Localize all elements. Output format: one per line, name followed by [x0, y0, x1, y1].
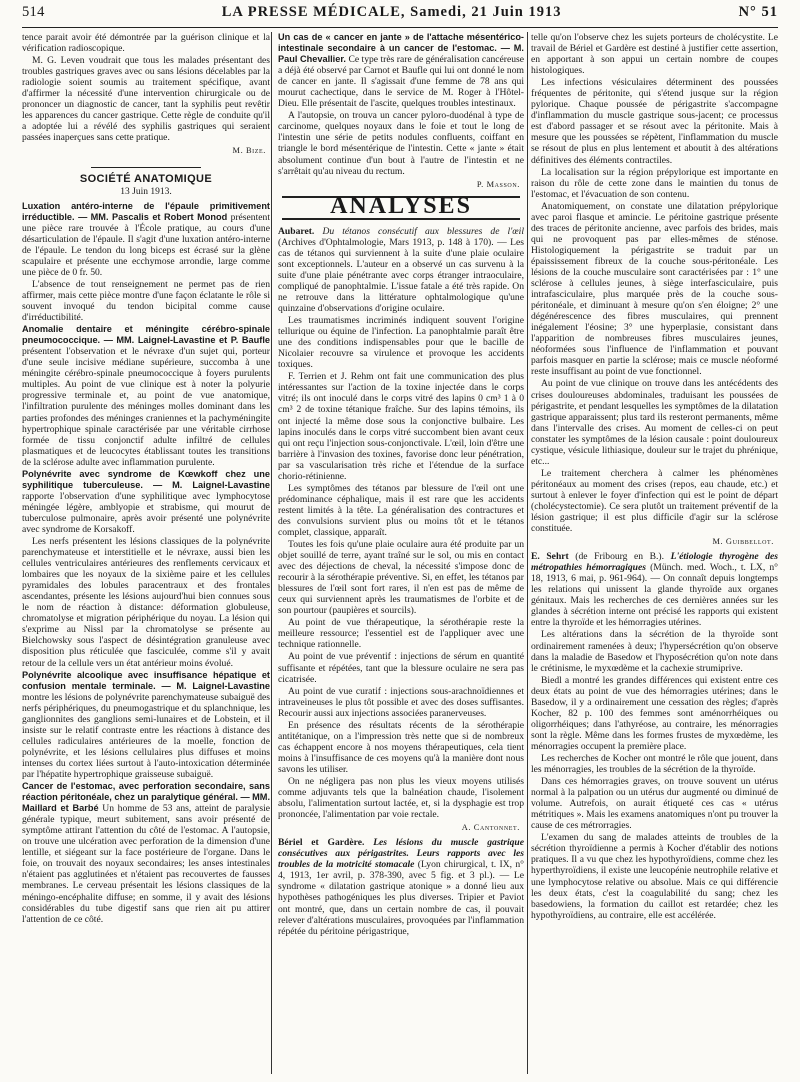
article: [22, 670, 270, 780]
article-authors: MM. Maillard et Barbé: [22, 792, 270, 814]
article-title: L'étiologie thyrogène des métropathies hémorragiques: [531, 551, 778, 574]
article-affiliation: (de Fribourg en B.).: [575, 551, 665, 563]
paragraph: Les altérations dans la sécrétion de la thyroïde sont ordinairement ramenées à deux; l'hypersécrétion qu'on observe dans la maladie de Basedow et l'hyposécrétion qu'on note dans le crétinisme, le myxœdème et la cachexie strumiprive.: [531, 629, 778, 674]
article-reference: (Münch. med. Woch., t. LX, n° 18, 1913, 6 mai, p. 961-964). —: [531, 562, 778, 585]
paragraph: Les nerfs présentent les lésions classiques de la polynévrite parenchymateuse et interstitielle et le névraxe, aussi bien les cellules ventriculaires antérieures des renflements cervicaux et lombaires que les noyaux de la sixième paire et les cellules pyramidales des lobules paracentraux et des frontales ascendantes, présente les lésions aujourd'hui bien connues sous le nom de réaction à distance: déformation globuleuse, chromatolyse et migration périphérique du noyau. La lésion qui s'exprime au Nissl par la chromatolyse se présente au Bielchowsky sous l'aspect de désintégration granuleuse avec disposition plus réticulée que fasciculée, comme s'il y avait retour de la cellule vers un état antérieur moins évolué.: [22, 536, 270, 669]
paragraph: Le traitement cherchera à calmer les phénomènes péritonéaux au moment des crises (repos, eau chaude, etc.) et surtout à enlever le foyer d'infection qui est le point de départ (cholécystectomie). Ce sera plutôt un traitement préventif de la lésion gastrique; il est plus difficile d'agir sur la sclérose constituée.: [531, 467, 778, 535]
section-heading: SOCIÉTÉ ANATOMIQUE: [79, 172, 213, 185]
article-title: Anomalie dentaire et méningite cérébro-spinale pneumococcique. —: [22, 324, 270, 346]
paragraph: M. G. Leven voudrait que tous les malades présentant des troubles gastriques graves avec ou sans lésions décelables par la radiologie soient soumis au traitement spécifique, avant d'affirmer la nécessité d'une intervention chirurgicale ou de prononcer un diagnostic de cancer, tant la syphilis peut revêtir les apparences du cancer gastrique. Cette règle de conduite qu'il a adoptée lui a révélé des syphilis gastriques qui seraient passées inaperçues sans cette pratique.: [22, 55, 270, 144]
article-authors: E. Sehrt: [531, 551, 569, 563]
article-title: Du tétanos consécutif aux blessures de l'œil: [322, 225, 524, 237]
article: [22, 324, 270, 468]
paragraph: A l'autopsie, on trouva un cancer pyloro-duodénal à type de carcinome, quelques noyaux dans le foie et tout le long de l'intestin une série de petits nodules confluents, coiffant en triangle le bord mésentérique de l'intestin. Cette « jante » était absolument continue d'un bout à l'autre de l'intestin et ne s'arrêtait qu'au niveau du rectum.: [278, 110, 524, 177]
paragraph: En présence des résultats récents de la sérothérapie antitétanique, on a l'impression très nette que si de nombreux cas échappent encore à nos moyens thérapeutiques, cela tient moins à l'insuffisance de ces moyens qu'à la manière dont nous savons les utiliser.: [278, 719, 524, 775]
paragraph: telle qu'on l'observe chez les sujets porteurs de cholécystite. Le travail de Bériel et Gardère est destiné à justifier cette assertion, en apportant à son appui un certain nombre de coupes histologiques.: [531, 32, 778, 77]
paragraph: L'absence de tout renseignement ne permet pas de rien affirmer, mais cette pièce montre d'une façon éclatante le rôle si souvent invoqué du tendon bicipital comme cause d'irréductibilité.: [22, 278, 270, 324]
section-divider: [91, 167, 201, 168]
paragraph: Les recherches de Kocher ont montré le rôle que jouent, dans les ménorragies, les troubles de la sécrétion de la thyroïde.: [531, 753, 778, 776]
article-text: Un homme de 53 ans, atteint de paralysie générale typique, meurt subitement, sans avoir présenté de symptôme attirant l'attention du côté de l'estomac. A l'autopsie, on trouve une ulcération avec perforation de la dimension d'une lentille, et siégeant sur la face postérieure de l'organe. Dans le foie, on trouvait des noyaux secondaires; les anses intestinales n'étaient pas agglutinées et n'étaient pas recouvertes de fausses membranes. Le cerveau présentait les lésions classiques de la méningo-encéphalite diffuse; en somme, il y avait des lésions considérables du tube digestif sans que rien ait pu attirer l'attention de ce côté.: [22, 803, 270, 925]
signature: M. Bize.: [232, 146, 266, 156]
article-title: Un cas de « cancer en jante » de l'attache mésentérico-intestinale secondaire à un cancer de l'estomac. —: [278, 32, 524, 54]
article-title: Polynévrite alcoolique avec insuffisance hépatique et confusion mentale terminale. —: [22, 669, 270, 691]
article-text: montre les lésions de polynévrite parenchymateuse subaiguë des nerfs périphériques, du pneumogastrique et du splanchnique, les ganglionnites des ganglions semi-lunaires et de Lobstein, et il insiste sur le relatif contraste entre les réactions à distance des cellules radiculaires antérieures de la moelle, fonction de polynévrite, et les lésions cellulaires plus diffuses et moins intenses du cortex liées surtout à l'auto-intoxication déterminée par l'hépatite hypertrophique graisseuse subaiguë.: [22, 691, 270, 780]
paragraph: tence parait avoir été démontrée par la guérison clinique et la vérification radioscopique.: [22, 32, 270, 55]
article-text: Le syndrome « dilatation gastrique atonique » a donné lieu aux hypothèses pathogéniques les plus diverses. Tripier et Paviot ont montré, que, dans un certain nombre de cas, il pouvait relever d'altérations musculaires, provoquées par l'inflammation répétée du péritoine périgastrique,: [278, 870, 524, 937]
analyses-heading: [282, 192, 520, 220]
paragraph: On ne négligera pas non plus les vieux moyens utilisés comme adjuvants tels que la balnéation chaude, l'isolement absolu, l'alimentation surtout lactée, et, si la dysphagie est trop prononcée, l'alimentation par voie rectale.: [278, 776, 524, 821]
article: [22, 469, 270, 535]
page-number: 514: [22, 4, 45, 20]
article: [278, 226, 524, 314]
paragraph: Les infections vésiculaires déterminent des poussées fréquentes de péritonite, qui s'étend jusque sur la région pylorique. Chaque poussée de périgastrite s'accompagne d'inflammation du muscle gastrique sous-jacent; ce processus est d'abord passager et se résout avec la péritonite. Mais à mesure que les poussées se répètent, l'inflammation du muscle se résout de plus en plus lentement et aboutit à des altérations définitives des éléments contractiles.: [531, 77, 778, 166]
signature: A. Cantonnet.: [461, 823, 520, 833]
paragraph: Les traumatismes incriminés indiquent souvent l'origine tellurique ou équine de l'infection. La panophtalmie paraît être une des conditions indispensables pour que le bacille de Nicolaier recouvre sa virulence et provoque les accidents toxiques.: [278, 315, 524, 371]
article-text: Les cas de tétanos qui surviennent à la suite d'une plaie oculaire sont exceptionnels. L'auteur en a observé un cas survenu à la suite d'une plaie pénétrante avec corps étranger intraoculaire, compliqué de panophtalmie. L'issue fatale a été très rapide. On ne retrouve dans la littérature ophtalmologique qu'une quinzaine d'observations d'origine oculaire.: [278, 236, 525, 315]
signature: P. Masson.: [476, 179, 520, 189]
article-authors: M. Laignel-Lavastine: [176, 680, 270, 691]
article-reference: (Archives d'Ophtalmologie, Mars 1913, p. 148 à 170). —: [278, 236, 507, 248]
paragraph: Dans ces hémorragies graves, on trouve souvent un utérus normal à la palpation ou un utérus dur augmenté ou diminué de volume. Autrefois, on aurait étiqueté ces cas « utérus métritiques ». Mais les examens anatomiques n'ont pu trouver la cause de ces métrorragies.: [531, 776, 778, 832]
column-3: [531, 32, 778, 922]
article-authors: MM. Laignel-Lavastine et P. Baufle: [116, 335, 270, 346]
issue-number: N° 51: [738, 4, 778, 20]
article-title: Les lésions du muscle gastrique consécutives aux périgastrites. Leurs rapports avec les troubles de la motricité stomacale: [278, 837, 525, 871]
paragraph: Au point de vue curatif : injections sous-arachnoïdiennes et intraveineuses le plus tôt possible et avec des doses suffisantes. Recourir aussi aux injections associées paranerveuses.: [278, 685, 524, 719]
article-title: Luxation antéro-interne de l'épaule primitivement irréductible. —: [22, 200, 270, 222]
column-1: [22, 32, 270, 926]
article-title: Cancer de l'estomac, avec perforation secondaire, sans réaction péritonéale, chez un paralytique général. —: [22, 781, 270, 803]
paragraph: F. Terrien et J. Rehm ont fait une communication des plus intéressantes sur l'action de la toxine injectée dans le corps vitré; ils ont inoculé dans le corps vitré des lapins 0 cm³ 1 à 0 cm³ 2 de toxine tétanique fraîche. Sur des lapins témoins, ils ont injecté la même dose sous la conjonctive bulbaire. Les lapins inoculés dans le corps vitré succombent bien avant ceux qui ont reçu l'injection sous-conjonctivale. L'œil, loin d'être une barrière à l'invasion des toxines, favorise donc leur pénétration, par sa vascularisation très riche et l'étendue de la surface chorio-rétinienne.: [278, 371, 524, 482]
column-2: [278, 32, 524, 938]
paragraph: Au point de vue préventif : injections de sérum en quantité suffisante et répétées, tant que la blessure oculaire ne sera pas cicatrisée.: [278, 651, 524, 685]
article: [22, 781, 270, 925]
column-divider-1: [271, 32, 272, 1074]
article-text: présentent l'observation et le névraxe d'un sujet qui, porteur d'une seule incisive médiane supérieure, succomba à une méningite cérébro-spinale pneumococcique à foyers purulents multiples. Au point de vue clinique est à noter la polyurie progressive terminale et, au point de vue anatomique, l'infiltration purulente des méninges molles dominant dans les parties profondes des méninges craniennes et la pachyméningite hypertrophique spinale caractérisée par une véritable cirrhose formée de tissu conjonctif adulte infiltré de cellules plasmatiques et de leucocytes établissant toutes les transitions de la sclérose adulte avec inflammation purulente.: [22, 346, 270, 468]
paragraph: Toutes les fois qu'une plaie oculaire aura été produite par un objet souillé de terre, ayant traîné sur le sol, ou mis en contact avec des déjections de cheval, la nécessité s'impose donc de recourir à la sérothérapie préventive. Si, en effet, les tétanos par blessures de l'œil sont fort rares, il n'en est pas de même de ceux qui surviennent après les traumatismes de l'orbite et de son pourtour (paupières et sourcils).: [278, 539, 524, 617]
article: [531, 551, 778, 628]
article-authors: Bériel et Gardère.: [278, 837, 365, 849]
paragraph: L'examen du sang de malades atteints de troubles de la sécrétion thyroïdienne a permis à Kocher d'établir des notions pratiques. Il a vu que chez les hypothyroïdiens, comme chez les hyperthyroïdiens, il existe une leucopénie neutrophile relative et une lymphocytose relative ou absolue. Mais ce qui différencie les deux états, c'est la coagulabilité du sang; chez les basedowiens, la formation du caillot est retardée; chez les hypothyroïdiens, au contraire, elle est accélérée.: [531, 832, 778, 921]
article: [278, 837, 524, 936]
column-divider-2: [527, 32, 528, 1074]
article: [22, 201, 270, 278]
article-authors: MM. Pascalis et Robert Monod: [90, 211, 228, 222]
analyses-title: ANALYSES: [330, 192, 472, 219]
journal-title: LA PRESSE MÉDICALE, Samedi, 21 Juin 1913: [221, 4, 562, 20]
paragraph: Anatomiquement, on constate une dilatation prépylorique avec paroi flasque et amincie. Le péritoine gastrique présente des traces de péritonite ancienne, avec parfois des brides, mais qui ne provoquent pas par elles-mêmes de sténose. Histologiquement la périgastrite se traduit par un épaississement fibreux de la couche sous-péritonéale. Les lésions de la couche musculaire sont caractérisées par : 1° une sclérose à cellules jeunes, à siège interfasciculaire, puis intrafasciculaire, plus marquée près de la couche sous-péritonéale, et diminuant à mesure qu'on s'en éloigne; 2° une dégénérescence des fibres musculaires, qui prennent inégalement l'éosine; 3° une hyperplasie, consistant dans l'apparition de nombreuses fibres musculaires jeunes, néoformées sous l'influence de l'inflammation et pouvant parfois masquer en partie la sclérose; mais ce muscle néoformé reste insuffisant au point de vue fonctionnel.: [531, 200, 778, 378]
header-rule: [22, 27, 778, 28]
paragraph: Les symptômes des tétanos par blessure de l'œil ont une prédominance céphalique, mais il est rare que les accidents restent limités à la tête. La généralisation des contractures et des convulsions survient plus ou moins tôt et le tétanos complet, classique, apparaît.: [278, 482, 524, 538]
article-reference: (Lyon chirurgical, t. IX, n° 4, 1913, 1er avril, p. 378-390, avec 5 fig. et 3 pl.). —: [278, 859, 525, 882]
article-text: présentent une pièce rare trouvée à l'École pratique, au cours d'une désarticulation de l'épaule. Il s'agit d'une luxation antéro-interne de l'épaule. Le tendon du long biceps est écrasé sur la glène scapulaire et présente une ecchymose arrondie, large comme une pièce de 0 fr. 50.: [22, 211, 270, 278]
article-authors: M. Laignel-Lavastine: [172, 479, 270, 490]
page-header: [22, 4, 778, 28]
article-authors: Aubaret.: [278, 225, 315, 237]
paragraph: Biedl a montré les grandes différences qui existent entre ces deux états au point de vue des hémorragies utérines; dans le Basedow, il y a ordinairement une cessation des règles; d'après Kocher, 82 p. 100 des femmes sont aménorrhéiques ou oligorrhéiques; dans l'athyréose, au contraire, les ménorragies sont la règle. Même dans les formes frustes de myxœdème, les ménorragies occupent la première place.: [531, 674, 778, 752]
paragraph: Au point de vue thérapeutique, la sérothérapie reste la meilleure ressource; l'essentiel est de l'appliquer avec une technique rationnelle.: [278, 617, 524, 651]
article-authors: M. Paul Chevallier.: [278, 43, 524, 65]
article-title: Polynévrite avec syndrome de Kœwkoff chez une syphilitique tuberculeuse. —: [22, 468, 270, 490]
section-date: 13 Juin 1913.: [120, 186, 172, 197]
signature: M. Guibbellot.: [712, 537, 774, 547]
article-text: On connaît depuis longtemps les relations qui unissent la glande thyroïde aux organes génitaux. Mais les recherches de ces dernières années sur les glandes à sécrétion interne ont précisé les rapports qui existent entre la thyroïde et les hémorragies utérines.: [531, 573, 778, 629]
paragraph: La localisation sur la région prépylorique est importante en raison du rôle de cette zone dans le maintien du tonus de l'estomac, et l'évacuation de son contenu.: [531, 166, 778, 200]
article-text: rapporte l'observation d'une syphilitique avec lymphocytose méningée légère, amblyopie et strabisme, qui mourut de tuberculose pulmonaire, après avoir présenté une polynévrite avec syndrome de Korsakoff.: [22, 490, 270, 535]
article: [278, 32, 524, 109]
article-text: Ce type très rare de généralisation cancéreuse a déjà été observé par Carnot et Baufle qui lui ont donné le nom de cancer en jante. Il s'agissait d'une femme de 78 ans qui mourut cachectique, dans le service de M. Roger à l'Hôtel-Dieu. Elle présentait de l'ascite, quelques troubles intestinaux.: [278, 54, 525, 110]
paragraph: Au point de vue clinique on trouve dans les antécédents des crises douloureuses abdominales, traduisant les poussées de périgastrite, et pendant lesquelles les symptômes de la dilatation gastrique apparaissent; plus tard ils resteront permanents, même dans l'intervalle des crises. Au moment de celles-ci on peut constater les symptômes de la lésion causale : point douloureux cystique, vésicule lithiasique, douleur sur le trajet du phrénique, etc...: [531, 378, 778, 467]
